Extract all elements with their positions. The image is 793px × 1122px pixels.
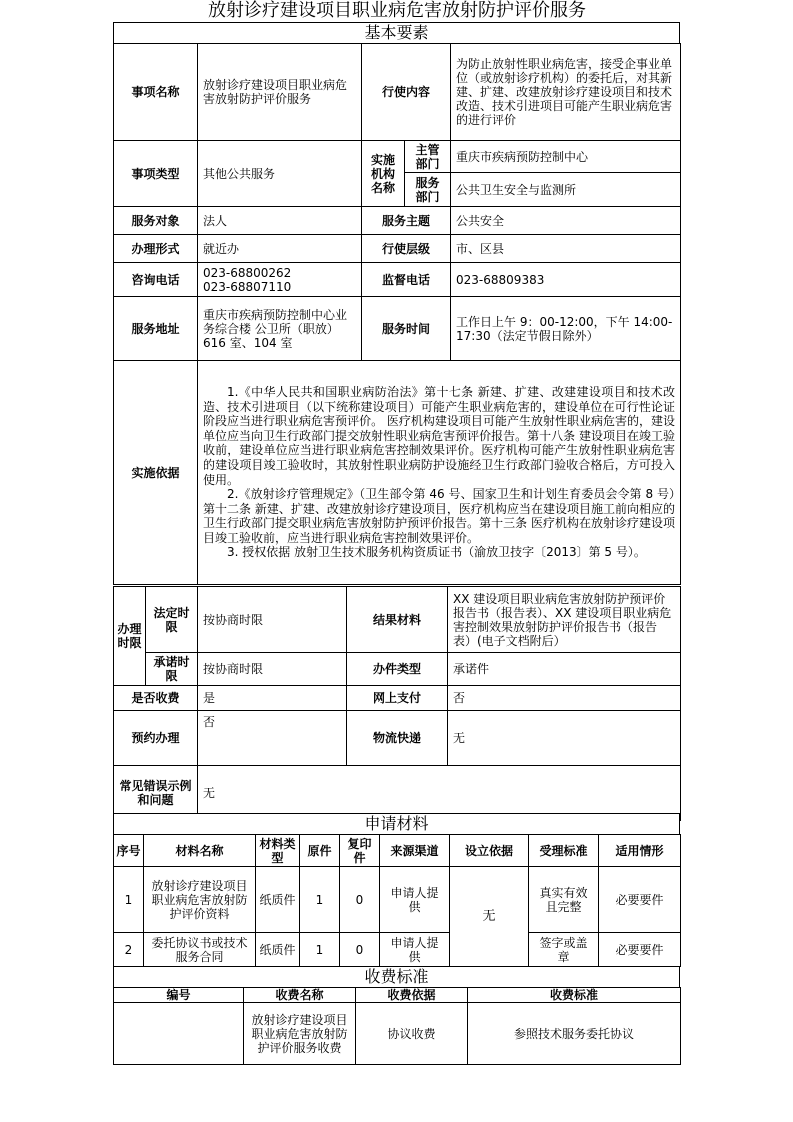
item-name-label: 事项名称 xyxy=(114,44,198,141)
time-limit-table xyxy=(113,586,681,686)
item-type-value: 其他公共服务 xyxy=(198,141,362,207)
exercise-level-label: 行使层级 xyxy=(362,235,451,263)
table-row xyxy=(114,933,681,967)
materials-header-name: 材料名称 xyxy=(144,835,256,867)
material-source: 申请人提供 xyxy=(380,933,450,967)
materials-header-copy: 复印件 xyxy=(340,835,380,867)
faq-label: 常见错误示例和问题 xyxy=(114,766,198,821)
exercise-level-value: 市、区县 xyxy=(451,235,681,263)
basis-paragraph-2: 2.《放射诊疗管理规定》（卫生部令第 46 号、国家卫生和计划生育委员会令第 8 号）第十二条 新建、扩建、改建放射诊疗建设项目，医疗机构应当在建设项目施工前向相应的卫生行政部门提交职业病危害放射防护预评价报告。第十三条 医疗机构在放射诊疗建设项目竣工验收前，应当进行职业病危害控制效果评价。 xyxy=(203,487,676,545)
materials-header-standard: 受理标准 xyxy=(529,835,599,867)
materials-header-case: 适用情形 xyxy=(599,835,681,867)
handle-form-label: 办理形式 xyxy=(114,235,198,263)
main-dept-value: 重庆市疾病预防控制中心 xyxy=(451,141,681,173)
material-no: 2 xyxy=(114,933,144,967)
service-target-label: 服务对象 xyxy=(114,207,198,235)
service-dept-value: 公共卫生安全与监测所 xyxy=(451,173,681,207)
service-time-label: 服务时间 xyxy=(362,297,451,361)
handle-form-value: 就近办 xyxy=(198,235,362,263)
section-fees-heading: 收费标准 xyxy=(113,966,680,988)
agency-label: 实施机构名称 xyxy=(362,141,405,207)
materials-header-type: 材料类型 xyxy=(256,835,300,867)
material-copy: 0 xyxy=(340,933,380,967)
handle-type-label: 办件类型 xyxy=(347,653,448,686)
service-topic-value: 公共安全 xyxy=(451,207,681,235)
material-basis: 无 xyxy=(450,867,529,967)
appointment-label: 预约办理 xyxy=(114,711,198,766)
promise-limit-value: 按协商时限 xyxy=(198,653,347,686)
material-original: 1 xyxy=(300,867,340,933)
charge-value: 是 xyxy=(198,686,347,711)
material-source: 申请人提供 xyxy=(380,867,450,933)
service-address-value: 重庆市疾病预防控制中心业务综合楼 公卫所（职放）616 室、104 室 xyxy=(198,297,362,361)
material-no: 1 xyxy=(114,867,144,933)
item-type-label: 事项类型 xyxy=(114,141,198,207)
result-material-label: 结果材料 xyxy=(347,587,448,653)
legal-limit-label: 法定时限 xyxy=(146,587,198,653)
service-address-label: 服务地址 xyxy=(114,297,198,361)
material-standard: 真实有效且完整 xyxy=(529,867,599,933)
basis-paragraph-3: 3. 授权依据 放射卫生技术服务机构资质证书（渝放卫技字〔2013〕第 5 号）。 xyxy=(227,545,646,560)
appointment-value: 否 xyxy=(198,711,347,766)
time-limit-label: 办理时限 xyxy=(114,587,146,686)
consult-phone-1: 023-68800262 xyxy=(203,265,292,280)
service-time-value: 工作日上午 9：00-12:00，下午 14:00-17:30（法定节假日除外） xyxy=(451,297,681,361)
promise-limit-label: 承诺时限 xyxy=(146,653,198,686)
basis-label: 实施依据 xyxy=(114,361,198,585)
material-name: 放射诊疗建设项目职业病危害放射防护评价资料 xyxy=(144,867,256,933)
materials-header-original: 原件 xyxy=(300,835,340,867)
service-dept-label: 服务部门 xyxy=(405,173,451,207)
page-title: 放射诊疗建设项目职业病危害放射防护评价服务 xyxy=(208,0,586,21)
main-dept-label: 主管部门 xyxy=(405,141,451,173)
material-case: 必要要件 xyxy=(599,933,681,967)
fee-standard: 参照技术服务委托协议 xyxy=(468,1003,681,1065)
materials-header-basis: 设立依据 xyxy=(450,835,529,867)
consult-phone-label: 咨询电话 xyxy=(114,263,198,297)
section-basic-heading: 基本要素 xyxy=(113,22,680,44)
material-name: 委托协议书或技术服务合同 xyxy=(144,933,256,967)
material-original: 1 xyxy=(300,933,340,967)
consult-phone-value xyxy=(198,263,362,297)
materials-header-source: 来源渠道 xyxy=(380,835,450,867)
fee-name: 放射诊疗建设项目职业病危害放射防护评价服务收费 xyxy=(244,1003,356,1065)
fees-header-standard: 收费标准 xyxy=(468,988,681,1003)
fee-no xyxy=(114,1003,244,1065)
supervise-phone-label: 监督电话 xyxy=(362,263,451,297)
supervise-phone-value: 023-68809383 xyxy=(451,263,681,297)
handle-type-value: 承诺件 xyxy=(448,653,681,686)
exercise-content-value: 为防止放射性职业病危害，接受企事业单位（或放射诊疗机构）的委托后，对其新建、扩建、改建放射诊疗建设项目和技术改造、技术引进项目可能产生职业病危害的进行评价 xyxy=(451,44,681,141)
online-pay-value: 否 xyxy=(448,686,681,711)
exercise-content-label: 行使内容 xyxy=(362,44,451,141)
materials-table xyxy=(113,834,681,967)
legal-limit-value: 按协商时限 xyxy=(198,587,347,653)
material-case: 必要要件 xyxy=(599,867,681,933)
result-material-value: XX 建设项目职业病危害放射防护预评价报告书（报告表）、XX 建设项目职业病危害控制效果放射防护评价报告书（报告表）(电子文档附后） xyxy=(448,587,681,653)
material-standard: 签字或盖章 xyxy=(529,933,599,967)
consult-phone-2: 023-68807110 xyxy=(203,279,292,294)
table-row xyxy=(114,1003,681,1065)
fees-header-basis: 收费依据 xyxy=(356,988,468,1003)
fees-table xyxy=(113,987,681,1065)
basis-value xyxy=(198,361,681,585)
fees-header-no: 编号 xyxy=(114,988,244,1003)
fees-header-name: 收费名称 xyxy=(244,988,356,1003)
material-copy: 0 xyxy=(340,867,380,933)
basic-info-table xyxy=(113,43,681,585)
service-target-value: 法人 xyxy=(198,207,362,235)
logistics-value: 无 xyxy=(448,711,681,766)
logistics-label: 物流快递 xyxy=(347,711,448,766)
basis-paragraph-1: 1.《中华人民共和国职业病防治法》第十七条 新建、扩建、改建建设项目和技术改造、技术引进项目（以下统称建设项目）可能产生职业病危害的，建设单位在可行性论证阶段应当进行职业病危害预评价。 医疗机构建设项目可能产生放射性职业病危害的，建设单位应当向卫生行政部门提交放射性职业病危害预评价报告。第十八条 建设项目在竣工验收前，建设单位应当进行职业病危害控制效果评价。医疗机构可能产生放射性职业病危害的建设项目竣工验收时，其放射性职业病防护设施经卫生行政部门验收合格后，方可投入使用。 xyxy=(203,384,676,487)
faq-value: 无 xyxy=(198,766,681,821)
table-row xyxy=(114,867,681,933)
fee-basis: 协议收费 xyxy=(356,1003,468,1065)
material-type: 纸质件 xyxy=(256,867,300,933)
materials-header-no: 序号 xyxy=(114,835,144,867)
section-materials-heading: 申请材料 xyxy=(113,813,680,835)
charge-label: 是否收费 xyxy=(114,686,198,711)
material-type: 纸质件 xyxy=(256,933,300,967)
online-pay-label: 网上支付 xyxy=(347,686,448,711)
misc-table xyxy=(113,685,681,821)
service-topic-label: 服务主题 xyxy=(362,207,451,235)
item-name-value: 放射诊疗建设项目职业病危害放射防护评价服务 xyxy=(198,44,362,141)
